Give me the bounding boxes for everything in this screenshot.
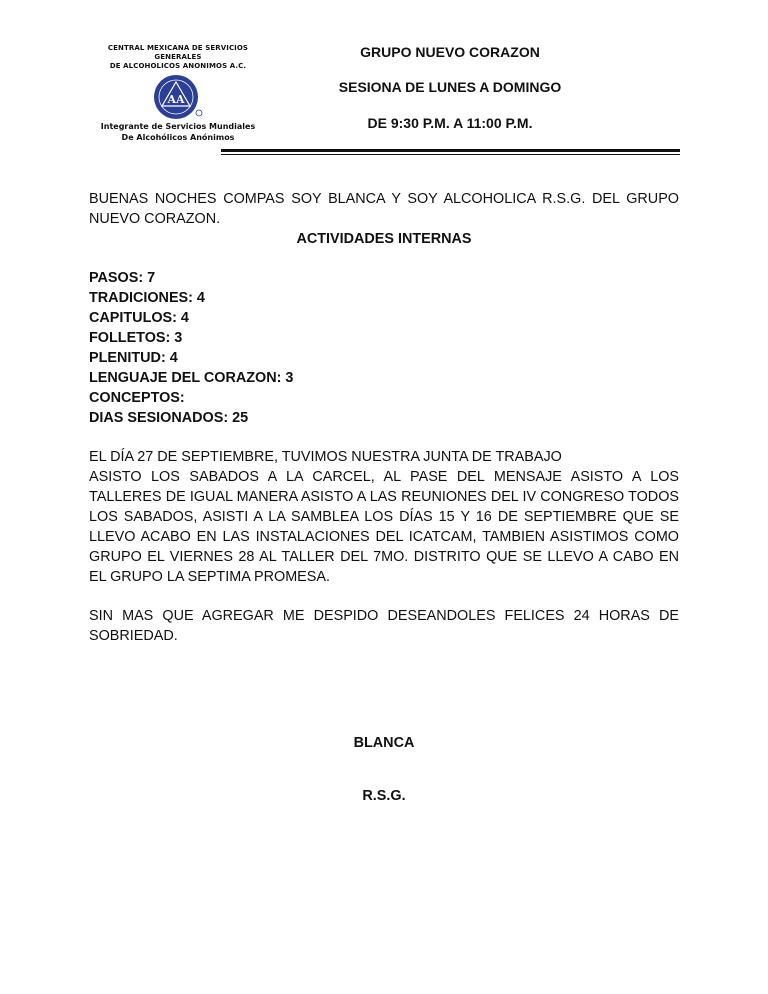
list-item: CAPITULOS: 4 bbox=[89, 310, 189, 326]
integrante-line1: Integrante de Servicios Mundiales bbox=[100, 122, 256, 131]
list-item: DIAS SESIONADOS: 25 bbox=[89, 410, 249, 426]
letterhead-logo bbox=[88, 44, 268, 143]
activities-title: ACTIVIDADES INTERNAS bbox=[296, 231, 472, 247]
aa-emblem-icon bbox=[152, 73, 204, 121]
org-name-line1: CENTRAL MEXICANA DE SERVICIOS GENERALES bbox=[107, 44, 249, 61]
report-body: ASISTO LOS SABADOS A LA CARCEL, AL PASE DEL MENSAJE ASISTO A LOS TALLERES DE IGUAL MANERA ASISTO A LAS REUNIONES DEL IV CONGRESO TODOS LOS SABADOS, ASISTI A LA SAMBLEA LOS DÍAS 15 Y 16 DE SEPTIEMBRE QUE SE LLEVO ACABO EN LAS INSTALACIONES DEL ICATCAM, TAMBIEN ASISTIMOS COMO GRUPO EL VIERNES 28 AL TALLER DEL 7MO. DISTRITO QUE SE LLEVO A CABO EN EL GRUPO LA SEPTIMA PROMESA. bbox=[89, 469, 679, 585]
session-hours-heading: DE 9:30 P.M. A 11:00 P.M. bbox=[367, 115, 533, 131]
intro-paragraph: BUENAS NOCHES COMPAS SOY BLANCA Y SOY ALCOHOLICA R.S.G. DEL GRUPO NUEVO CORAZON. bbox=[89, 191, 679, 227]
emblem-label: AA bbox=[167, 93, 185, 106]
activities-list bbox=[89, 268, 679, 428]
signature-role: R.S.G. bbox=[362, 788, 406, 804]
report-first-line: EL DÍA 27 DE SEPTIEMBRE, TUVIMOS NUESTRA JUNTA DE TRABAJO bbox=[89, 449, 562, 465]
list-item: TRADICIONES: 4 bbox=[89, 290, 205, 306]
list-item: CONCEPTOS: bbox=[89, 390, 185, 406]
integrante-line2: De Alcohólicos Anónimos bbox=[121, 133, 235, 142]
group-name-heading: GRUPO NUEVO CORAZON bbox=[360, 44, 540, 60]
header-divider bbox=[221, 149, 680, 155]
report-paragraph bbox=[89, 447, 679, 587]
list-item: LENGUAJE DEL CORAZON: 3 bbox=[89, 370, 294, 386]
list-item: FOLLETOS: 3 bbox=[89, 330, 183, 346]
closing-paragraph: SIN MAS QUE AGREGAR ME DESPIDO DESEANDOLES FELICES 24 HORAS DE SOBRIEDAD. bbox=[89, 608, 679, 644]
signature-name: BLANCA bbox=[353, 735, 415, 751]
list-item: PASOS: 7 bbox=[89, 270, 156, 286]
list-item: PLENITUD: 4 bbox=[89, 350, 178, 366]
org-name-line2: DE ALCOHOLICOS ANONIMOS A.C. bbox=[109, 62, 247, 70]
session-days-heading: SESIONA DE LUNES A DOMINGO bbox=[338, 79, 562, 95]
